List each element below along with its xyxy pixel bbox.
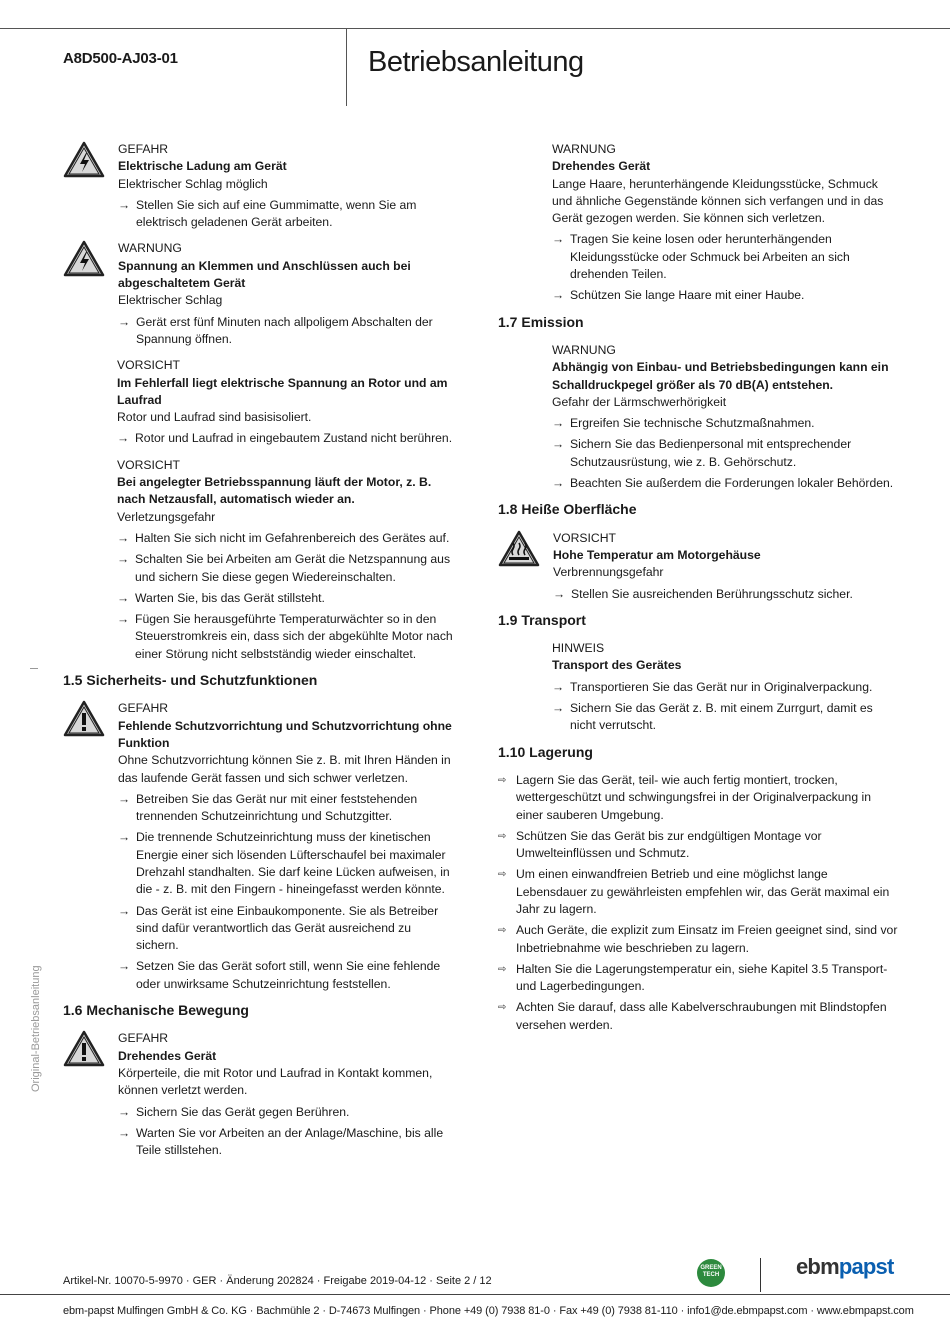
arrow-bullet-icon: ⇨ (498, 774, 507, 786)
notice-description: Rotor und Laufrad sind basisisoliert. (117, 410, 312, 425)
notice-description: Ohne Schutzvorrichtung können Sie z. B. mit Ihren Händen in das laufende Gerät fassen und sich schwer verletzen. (118, 753, 451, 785)
right-column (498, 141, 898, 1038)
document-title: Betriebsanleitung (368, 46, 584, 78)
notice-title: Im Fehlerfall liegt elektrische Spannung an Rotor und am Laufrad (117, 375, 448, 407)
instruction-step: → Fügen Sie herausgeführte Temperaturwächter so in den Steuerstromkreis ein, dass sich der abgekühlte Motor nach einer Störung nicht selbstständig wieder einschaltet. (117, 612, 453, 661)
notice-level: VORSICHT (117, 358, 180, 373)
arrow-icon: → (118, 959, 131, 974)
list-item: ⇨ Auch Geräte, die explizit zum Einsatz im Freien geeignet sind, sind vor Inbetriebnahme wie beschrieben zu lagern. (498, 923, 898, 955)
safety-notice (498, 141, 898, 305)
arrow-icon: → (117, 530, 130, 545)
instruction-step: → Transportieren Sie das Gerät nur in Originalverpackung. (552, 679, 898, 696)
header-divider (346, 28, 347, 106)
instruction-step: → Das Gerät ist eine Einbaukomponente. Sie als Betreiber sind dafür verantwortlich das Gerät ausreichend zu sichern. (118, 903, 439, 953)
header-rule (0, 28, 950, 29)
notice-title: Transport des Gerätes (552, 658, 682, 673)
instruction-step: → Stellen Sie sich auf eine Gummimatte, wenn Sie am elektrisch geladenen Gerät arbeiten. (118, 197, 417, 230)
ebmpapst-logo: ebmpapst (796, 1254, 894, 1279)
footer-meta: Artikel-Nr. 10070-5-9970 · GER · Änderung 202824 · Freigabe 2019-04-12 · Seite 2 / 12 (63, 1275, 492, 1287)
list-item: ⇨ Um einen einwandfreien Betrieb und eine möglichst lange Lebensdauer zu gewährleisten empfehlen wir, das Gerät maximal ein Jahr zu lagern. (498, 867, 890, 916)
arrow-icon: → (117, 431, 130, 446)
arrow-icon: → (552, 232, 565, 247)
notice-description: Verbrennungsgefahr (553, 565, 664, 580)
safety-notice (63, 1030, 453, 1159)
notice-title: Spannung an Klemmen und Anschlüssen auch bei abgeschaltetem Gerät (118, 258, 411, 291)
instruction-step: → Halten Sie sich nicht im Gefahrenbereich des Gerätes auf. (117, 530, 453, 547)
arrow-icon: → (118, 903, 131, 918)
notice-description: Elektrischer Schlag möglich (118, 176, 268, 191)
instruction-step: → Rotor und Laufrad in eingebautem Zustand nicht berühren. (117, 430, 453, 447)
notice-title: Drehendes Gerät (552, 159, 651, 174)
arrow-icon: → (118, 1125, 131, 1140)
arrow-icon: → (118, 197, 131, 212)
safety-notice (498, 640, 898, 734)
notice-description: Körperteile, die mit Rotor und Laufrad in Kontakt kommen, können verletzt werden. (118, 1065, 433, 1098)
notice-title: Abhängig von Einbau- und Betriebsbedingungen kann ein Schalldruckpegel größer als 70 dB(A) entstehen. (552, 360, 889, 392)
section-heading: 1.6 Mechanische Bewegung (63, 1002, 249, 1019)
arrow-icon: → (118, 1104, 131, 1119)
notice-title: Elektrische Ladung am Gerät (118, 159, 287, 174)
section-heading: 1.5 Sicherheits- und Schutzfunktionen (63, 672, 318, 689)
list-item: ⇨ Lagern Sie das Gerät, teil- wie auch fertig montiert, trocken, wettergeschützt und schwingungsfrei in der Originalverpackung in einer sauberen Umgebung. (498, 772, 871, 822)
safety-notice (498, 342, 898, 492)
instruction-step: → Sichern Sie das Gerät gegen Berühren. (118, 1104, 453, 1121)
arrow-icon: → (552, 701, 565, 716)
arrow-icon: → (118, 791, 131, 806)
left-column (63, 141, 453, 1168)
arrow-icon: → (117, 552, 130, 567)
instruction-step: → Ergreifen Sie technische Schutzmaßnahmen. (552, 415, 898, 432)
section-heading: 1.8 Heiße Oberfläche (498, 501, 637, 518)
notice-level: HINWEIS (552, 641, 605, 656)
notice-title: Hohe Temperatur am Motorgehäuse (553, 547, 761, 562)
instruction-step: → Warten Sie vor Arbeiten an der Anlage/Maschine, bis alle Teile stillstehen. (118, 1125, 444, 1158)
notice-level: VORSICHT (553, 530, 616, 545)
arrow-bullet-icon: ⇨ (498, 1002, 507, 1014)
instruction-step: → Schalten Sie bei Arbeiten am Gerät die Netzspannung aus und sichern Sie diese gegen Wiedereinschalten. (117, 552, 451, 584)
arrow-icon: → (552, 416, 565, 431)
electric-hazard-icon (63, 141, 105, 179)
safety-notice (63, 357, 453, 447)
arrow-icon: → (117, 590, 130, 605)
sidebar-label: Original-Betriebsanleitung (30, 965, 42, 1092)
section-heading: 1.7 Emission (498, 313, 584, 330)
safety-notice (63, 457, 453, 663)
instruction-step: → Gerät erst fünf Minuten nach allpoligem Abschalten der Spannung öffnen. (118, 314, 433, 346)
notice-description: Elektrischer Schlag (118, 293, 223, 308)
instruction-step: → Warten Sie, bis das Gerät stillsteht. (117, 590, 453, 607)
list-item: ⇨ Achten Sie darauf, dass alle Kabelverschraubungen mit Blindstopfen versehen werden. (498, 1000, 887, 1032)
safety-notice (498, 530, 898, 603)
safety-notice (63, 700, 453, 993)
notice-title: Drehendes Gerät (118, 1048, 217, 1063)
safety-notice (63, 141, 453, 231)
notice-title: Bei angelegter Betriebsspannung läuft der Motor, z. B. nach Netzausfall, automatisch wieder an. (117, 475, 432, 507)
notice-level: WARNUNG (552, 142, 616, 156)
notice-description: Gefahr der Lärmschwerhörigkeit (552, 394, 727, 409)
arrow-bullet-icon: ⇨ (498, 830, 507, 842)
instruction-step: → Betreiben Sie das Gerät nur mit einer feststehenden trennenden Schutzeinrichtung und Schutzgitter. (118, 791, 418, 824)
document-id: A8D500-AJ03-01 (63, 50, 178, 67)
footer-rule (0, 1294, 950, 1295)
green-tech-badge-icon: GREEN TECH (697, 1259, 725, 1287)
arrow-icon: → (118, 830, 131, 845)
notice-title: Fehlende Schutzvorrichtung und Schutzvorrichtung ohne Funktion (118, 718, 452, 750)
footer-contact: ebm-papst Mulfingen GmbH & Co. KG · Bachmühle 2 · D-74673 Mulfingen · Phone +49 (0) 7938 81-0 · Fax +49 (0) 7938 81-110 · info1@de.ebmpapst.com · www.ebmpapst.com (63, 1305, 914, 1317)
arrow-bullet-icon: ⇨ (498, 963, 507, 975)
list-item: ⇨ Halten Sie die Lagerungstemperatur ein, siehe Kapitel 3.5 Transport- und Lagerbedingungen. (498, 961, 888, 994)
instruction-step: → Setzen Sie das Gerät sofort still, wenn Sie eine fehlende oder unwirksame Schutzeinrichtung feststellen. (118, 959, 441, 991)
list-item: ⇨ Schützen Sie das Gerät bis zur endgültigen Montage vor Umwelteinflüssen und Schmutz. (498, 828, 822, 861)
margin-tick (30, 668, 38, 669)
notice-level: GEFAHR (118, 701, 169, 716)
logo-divider (760, 1258, 761, 1292)
notice-level: WARNUNG (552, 342, 616, 357)
arrow-icon: → (553, 586, 566, 601)
instruction-step: → Stellen Sie ausreichenden Berührungsschutz sicher. (553, 586, 898, 603)
safety-notice (63, 240, 453, 348)
warning-triangle-icon (63, 700, 105, 738)
arrow-bullet-icon: ⇨ (498, 925, 507, 937)
notice-level: GEFAHR (118, 1031, 169, 1046)
notice-description: Verletzungsgefahr (117, 509, 216, 524)
storage-list (498, 772, 898, 1034)
arrow-icon: → (118, 314, 131, 329)
instruction-step: → Schützen Sie lange Haare mit einer Haube. (552, 287, 898, 304)
arrow-icon: → (552, 476, 565, 491)
hot-surface-icon (498, 530, 540, 568)
electric-hazard-icon (63, 240, 105, 278)
notice-description: Lange Haare, herunterhängende Kleidungsstücke, Schmuck und ähnliche Gegenstände können sich verfangen und in das Gerät gezogen werden. Sie können sich verletzen. (552, 176, 884, 226)
arrow-bullet-icon: ⇨ (498, 869, 507, 881)
instruction-step: → Sichern Sie das Bedienpersonal mit entsprechender Schutzausrüstung, wie z. B. Gehörschutz. (552, 437, 852, 469)
arrow-icon: → (552, 679, 565, 694)
instruction-step: → Beachten Sie außerdem die Forderungen lokaler Behörden. (552, 475, 898, 492)
section-heading: 1.10 Lagerung (498, 743, 593, 760)
notice-level: GEFAHR (118, 142, 169, 156)
instruction-step: → Sichern Sie das Gerät z. B. mit einem Zurrgurt, damit es nicht verrutscht. (552, 701, 873, 733)
notice-level: WARNUNG (118, 241, 182, 256)
warning-triangle-icon (63, 1030, 105, 1068)
section-heading: 1.9 Transport (498, 611, 586, 628)
notice-level: VORSICHT (117, 457, 180, 472)
instruction-step: → Die trennende Schutzeinrichtung muss der kinetischen Energie einer sich lösenden Lüfterschaufel bei maximaler Drehzahl standhalten. Sie darf keine Lücken aufweisen, in die - z. B. mit den Fingern - hineingefasst werden könnte. (118, 830, 450, 897)
arrow-icon: → (117, 612, 130, 627)
arrow-icon: → (552, 437, 565, 452)
arrow-icon: → (552, 288, 565, 303)
instruction-step: → Tragen Sie keine losen oder herunterhängenden Kleidungsstücke oder Schmuck bei Arbeiten an sich drehenden Teilen. (552, 232, 850, 282)
